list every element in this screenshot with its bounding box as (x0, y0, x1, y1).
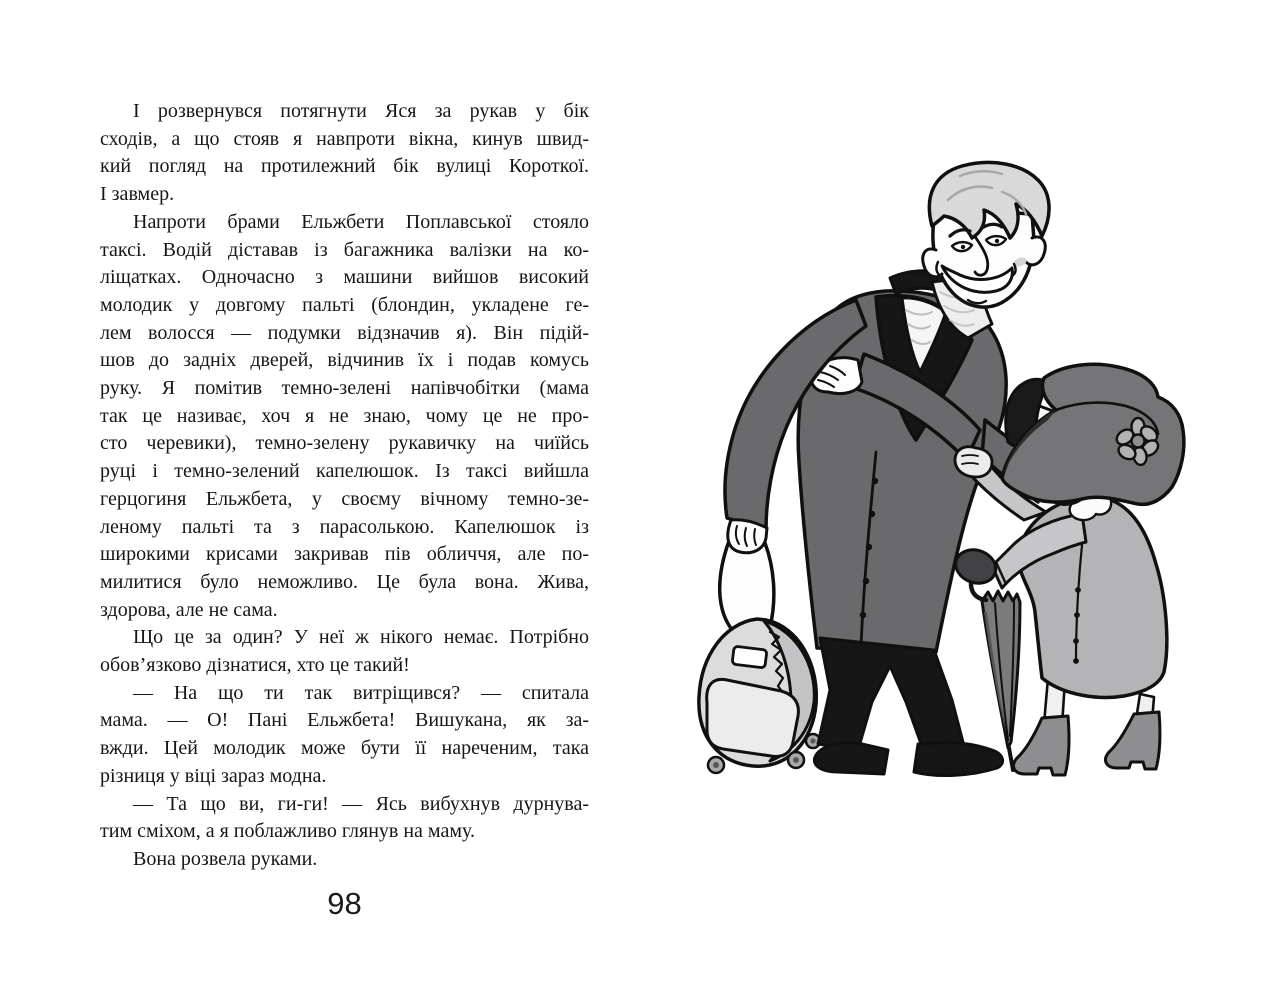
text-line: леному пальті та з парасолькою. Капелюшок із (100, 515, 589, 538)
text-line: руку. Я помітив темно-зелені напівчобітки (мама (100, 377, 589, 400)
umbrella (971, 568, 1020, 770)
paragraph (100, 791, 589, 846)
text-line: І завмер. (100, 183, 175, 206)
lady-far-hand (955, 447, 992, 477)
text-line: сто черевики), темно-зелену рукавичку на чиїйсь (100, 432, 589, 455)
man-left-shoe (814, 743, 888, 774)
text-line: здорова, але не сама. (100, 598, 278, 621)
paragraph (100, 680, 589, 791)
paragraph (100, 624, 589, 679)
paragraph (100, 209, 589, 625)
text-line: різниця у віці зараз модна. (100, 764, 327, 787)
paragraph (100, 846, 589, 874)
text-line: обов’язково дізнатися, хто це такий! (100, 654, 410, 677)
text-line: кий погляд на протилежний бік вулиці Короткої. (100, 155, 589, 178)
text-line: мама. — О! Пані Ельжбета! Вишукана, як за- (100, 709, 589, 732)
text-line: герцогиня Ельжбета, у своєму вічному темно-зе- (100, 487, 589, 510)
text-line: милитися було неможливо. Це була вона. Жива, (100, 570, 589, 593)
text-line: — На що ти так витріщився? — спитала (133, 681, 589, 704)
text-line: молодик у довгому пальті (блондин, укладене ге- (100, 293, 589, 316)
man-hand-handle (728, 520, 767, 553)
text-line: Вона розвела руками. (133, 847, 318, 870)
page-text (100, 98, 589, 874)
text-line: тим сміхом, а я поблажливо глянув на маму. (100, 820, 475, 843)
text-line: І розвернувся потягнути Яся за рукав у бік (133, 100, 589, 122)
suitcase (699, 541, 820, 773)
text-line: — Та що ви, ги-ги! — Ясь вибухнув дурнува- (133, 792, 589, 815)
text-line: Напроти брами Ельжбети Поплавської стояло (133, 210, 589, 233)
suitcase-pocket (707, 679, 799, 756)
text-line: таксі. Водій діставав із багажника валізки на ко- (100, 238, 589, 261)
text-line: широкими крисами закривав пів обличчя, але по- (100, 543, 589, 566)
text-line: вжди. Цей молодик може бути її нареченим, така (100, 737, 589, 760)
text-line: ліщатках. Одночасно з машини вийшов високий (100, 266, 589, 289)
text-line: сходів, а що стояв я навпроти вікна, кинув швид- (100, 127, 589, 150)
text-line: Що це за один? У неї ж нікого немає. Потрібно (133, 626, 589, 649)
text-line: лем волосся — подумки відзначив я). Він підій- (100, 321, 589, 344)
lady-glove (956, 550, 996, 583)
text-line: так це називає, хоч я не знаю, чому це не про- (100, 404, 589, 427)
text-line: руці і темно-зелений капелюшок. Із таксі вийшла (100, 460, 589, 483)
lady-boot-back (1106, 712, 1160, 769)
man-trousers (818, 638, 964, 752)
text-line: шов до задніх дверей, відчинив їх і подав комусь (100, 349, 589, 372)
story-illustration (640, 0, 1280, 995)
page-number: 98 (327, 886, 362, 921)
suitcase-tag (732, 646, 767, 668)
man-right-shoe (914, 742, 1003, 775)
lady-boot-front (1014, 716, 1069, 775)
paragraph (100, 98, 589, 209)
